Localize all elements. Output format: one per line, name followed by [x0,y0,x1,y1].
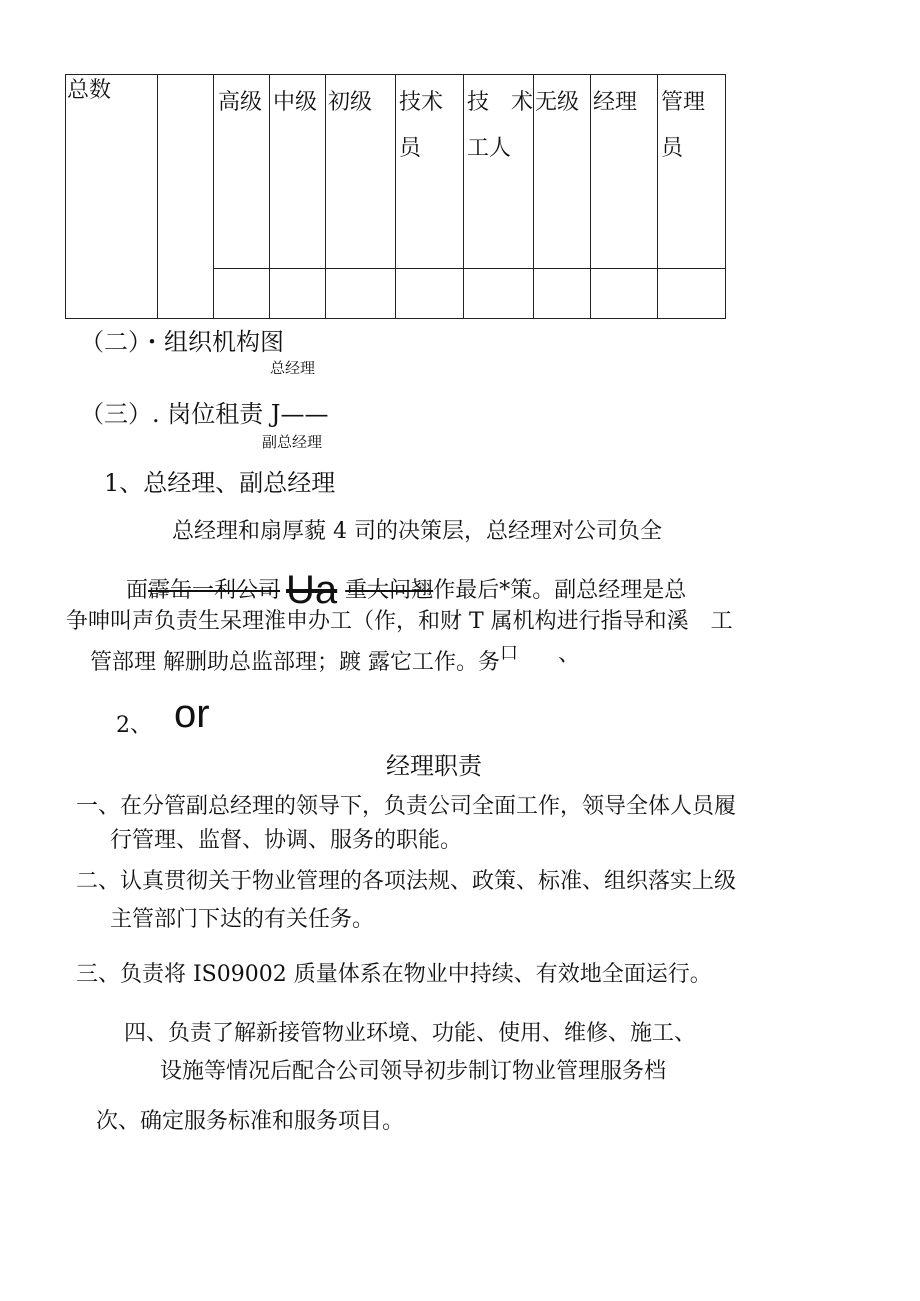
table-header-skilled-worker-2: 工人 [467,136,512,161]
item1-line4-text: 管部理 解删助总监部理；踱 露它工作。务 [90,650,500,675]
duty1-line1: 一、在分管副总经理的领导下，负责公司全面工作，领导全体人员履 [76,794,737,819]
org-chart-label-deputy-gm: 副总经理 [262,433,323,451]
item1-line4-mark: 、 [558,642,581,667]
table-header-senior: 高级 [218,90,263,115]
duty2-line2: 主管部门下达的有关任务。 [110,907,375,932]
duty4-line3: 次、确定服务标准和服务项目。 [96,1109,405,1134]
table-header-manager: 经理 [593,90,638,115]
item1-line2-strike2: 重大问翘 [345,578,434,603]
staff-table [0,0,920,330]
duty3: 三、负责将 IS09002 质量体系在物业中持续、有效地全面运行。 [76,962,712,987]
table-header-technician: 技术 [399,90,444,115]
table-header-admin: 管理 [661,90,706,115]
item1-line4-box: 口 [500,643,518,664]
item1-heading: 1、总经理、副总经理 [104,469,336,497]
section3-heading: （三）. 岗位租责 J—— [80,400,329,428]
item2-big: or [174,692,210,736]
table-header-middle: 中级 [273,90,318,115]
table-header-skilled-worker: 技 术 [467,90,534,115]
org-chart-label-gm: 总经理 [270,359,316,377]
duty1-line2: 行管理、监督、协调、服务的职能。 [110,828,463,853]
table-header-admin-2: 员 [661,136,684,161]
item1-line4 [90,642,581,676]
item1-line2-prefix: 面 [126,578,149,603]
table-cell-total: 总数 [67,78,112,103]
duty4-line2: 设施等情况后配合公司领导初步制订物业管理服务档 [160,1059,667,1084]
item1-line2 [126,562,687,612]
item1-line2-big: Ua [286,568,338,612]
item1-line2-strike1: 霹缶一利公司 [148,578,281,603]
section2-heading: （二）・组织机构图 [80,328,284,356]
duty4-line1: 四、负责了解新接管物业环境、功能、使用、维修、施工、 [124,1021,697,1046]
item1-line2-suffix: 作最后*策。副总经理是总 [433,578,687,603]
item2-number: 2、 [116,713,152,738]
manager-duties-title: 经理职责 [386,752,482,780]
table-header-no-grade: 无级 [535,90,580,115]
item1-line1: 总经理和扇厚藐 4 司的决策层，总经理对公司负全 [172,519,662,544]
table-header-junior: 初级 [328,90,373,115]
item1-line3: 争呻叫声负责生呆理淮申办工（作，和财 T 属机构进行指导和溪 工 [66,609,733,634]
duty2-line1: 二、认真贯彻关于物业管理的各项法规、政策、标准、组织落实上级 [76,869,737,894]
table-header-technician-2: 员 [399,136,422,161]
